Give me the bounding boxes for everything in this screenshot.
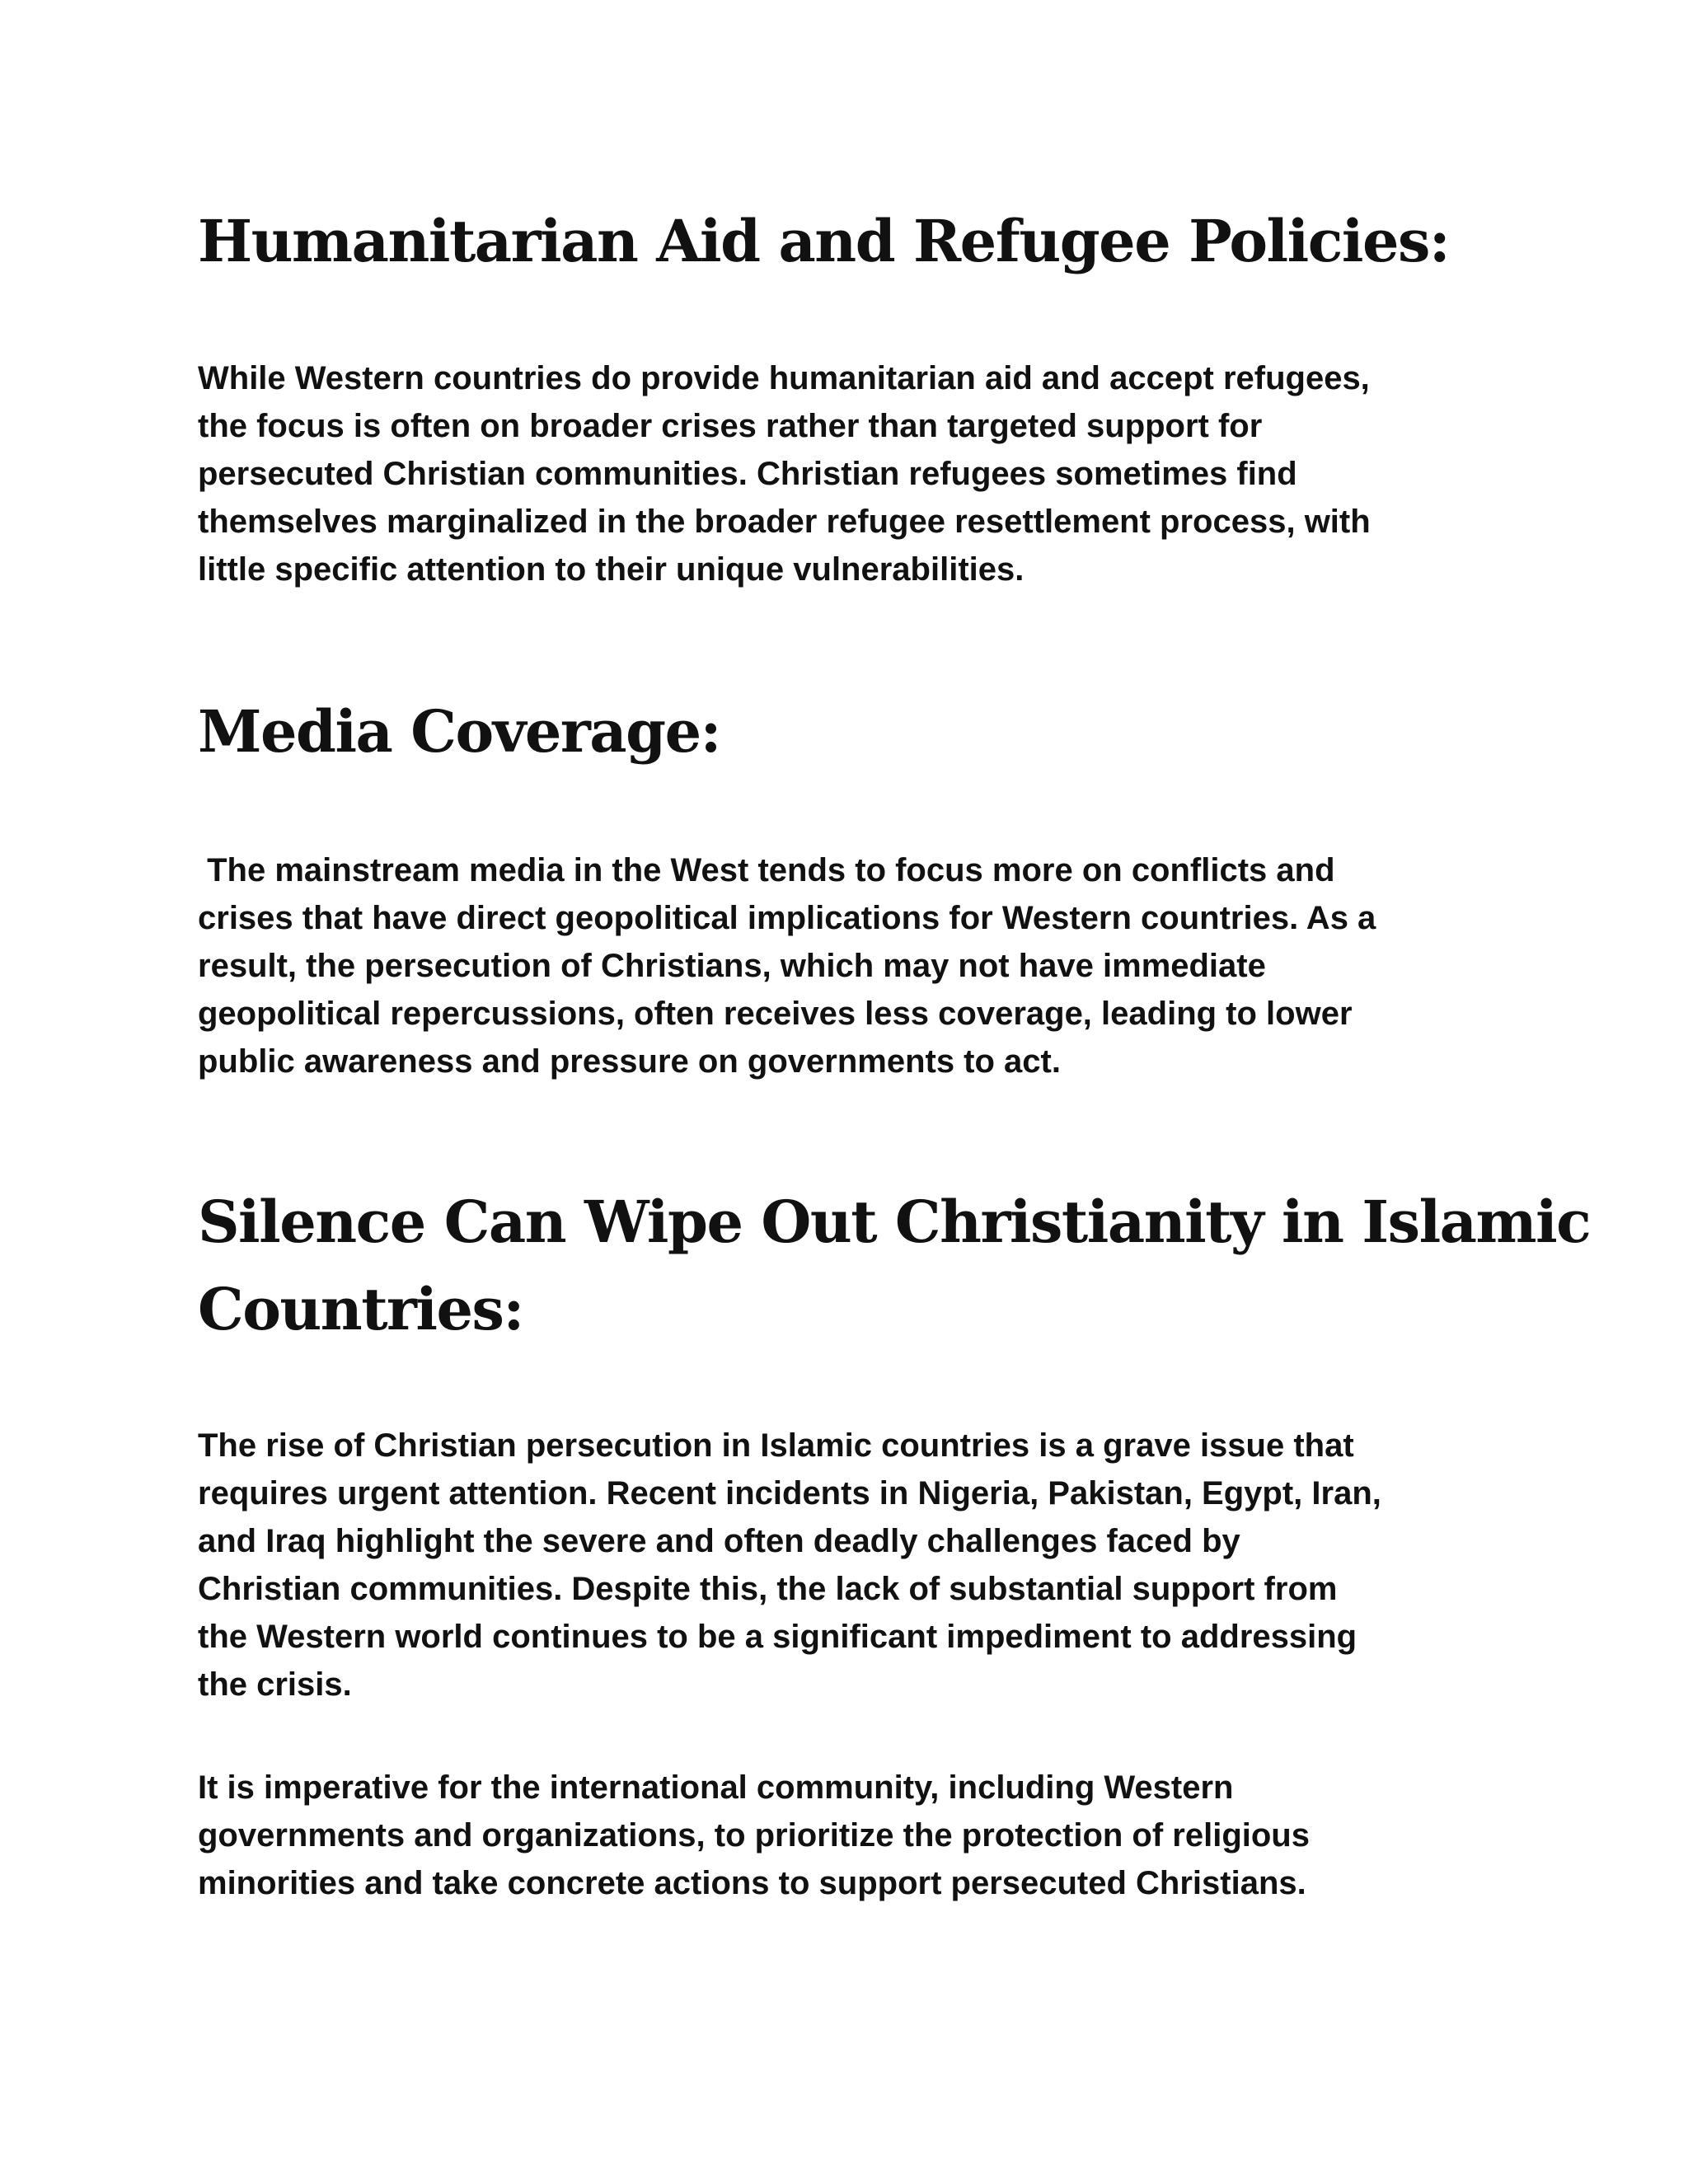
section-humanitarian-aid (198, 198, 1500, 285)
paragraph-line: It is imperative for the international community, including Western (198, 1769, 1234, 1806)
paragraph-line: Christian communities. Despite this, the lack of substantial support from (198, 1571, 1338, 1607)
paragraph-line: crises that have direct geopolitical implications for Western countries. As a (198, 900, 1376, 936)
paragraph-line: governments and organizations, to prioritize the protection of religious (198, 1817, 1310, 1854)
paragraph (198, 1422, 1500, 1708)
section-humanitarian-aid-body (198, 354, 1500, 593)
section-silence-body (198, 1422, 1500, 1708)
paragraph-line: While Western countries do provide humanitarian aid and accept refugees, (198, 360, 1370, 396)
section-silence-body-2 (198, 1764, 1500, 1907)
section-heading (198, 1179, 1591, 1353)
section-heading: Media Coverage: (198, 697, 720, 766)
section-media-coverage (198, 688, 1500, 776)
paragraph-line: and Iraq highlight the severe and often deadly challenges faced by (198, 1523, 1240, 1559)
paragraph-line: geopolitical repercussions, often receives less coverage, leading to lower (198, 996, 1353, 1032)
paragraph-line: requires urgent attention. Recent incidents in Nigeria, Pakistan, Egypt, Iran, (198, 1475, 1381, 1511)
section-heading: Humanitarian Aid and Refugee Policies: (198, 207, 1450, 275)
paragraph-line: public awareness and pressure on governments to act. (198, 1043, 1061, 1080)
section-silence (198, 1179, 1591, 1353)
heading-line: Silence Can Wipe Out Christianity in Islamic (198, 1188, 1591, 1256)
paragraph (198, 1764, 1500, 1907)
paragraph-line: persecuted Christian communities. Christian refugees sometimes find (198, 456, 1297, 492)
paragraph-line: The rise of Christian persecution in Islamic countries is a grave issue that (198, 1427, 1354, 1464)
paragraph-line: the focus is often on broader crises rather than targeted support for (198, 408, 1263, 444)
paragraph-line: The mainstream media in the West tends to focus more on conflicts and (198, 852, 1335, 888)
paragraph-line: themselves marginalized in the broader refugee resettlement process, with (198, 504, 1371, 540)
section-media-coverage-body (198, 846, 1500, 1085)
paragraph-line: result, the persecution of Christians, which may not have immediate (198, 948, 1266, 984)
paragraph (198, 846, 1500, 1085)
paragraph-line: the Western world continues to be a significant impediment to addressing (198, 1619, 1357, 1655)
heading-line: Countries: (198, 1275, 523, 1343)
paragraph-line: little specific attention to their unique vulnerabilities. (198, 551, 1025, 588)
paragraph-line: the crisis. (198, 1666, 352, 1703)
paragraph-line: minorities and take concrete actions to support persecuted Christians. (198, 1865, 1306, 1901)
paragraph (198, 354, 1500, 593)
